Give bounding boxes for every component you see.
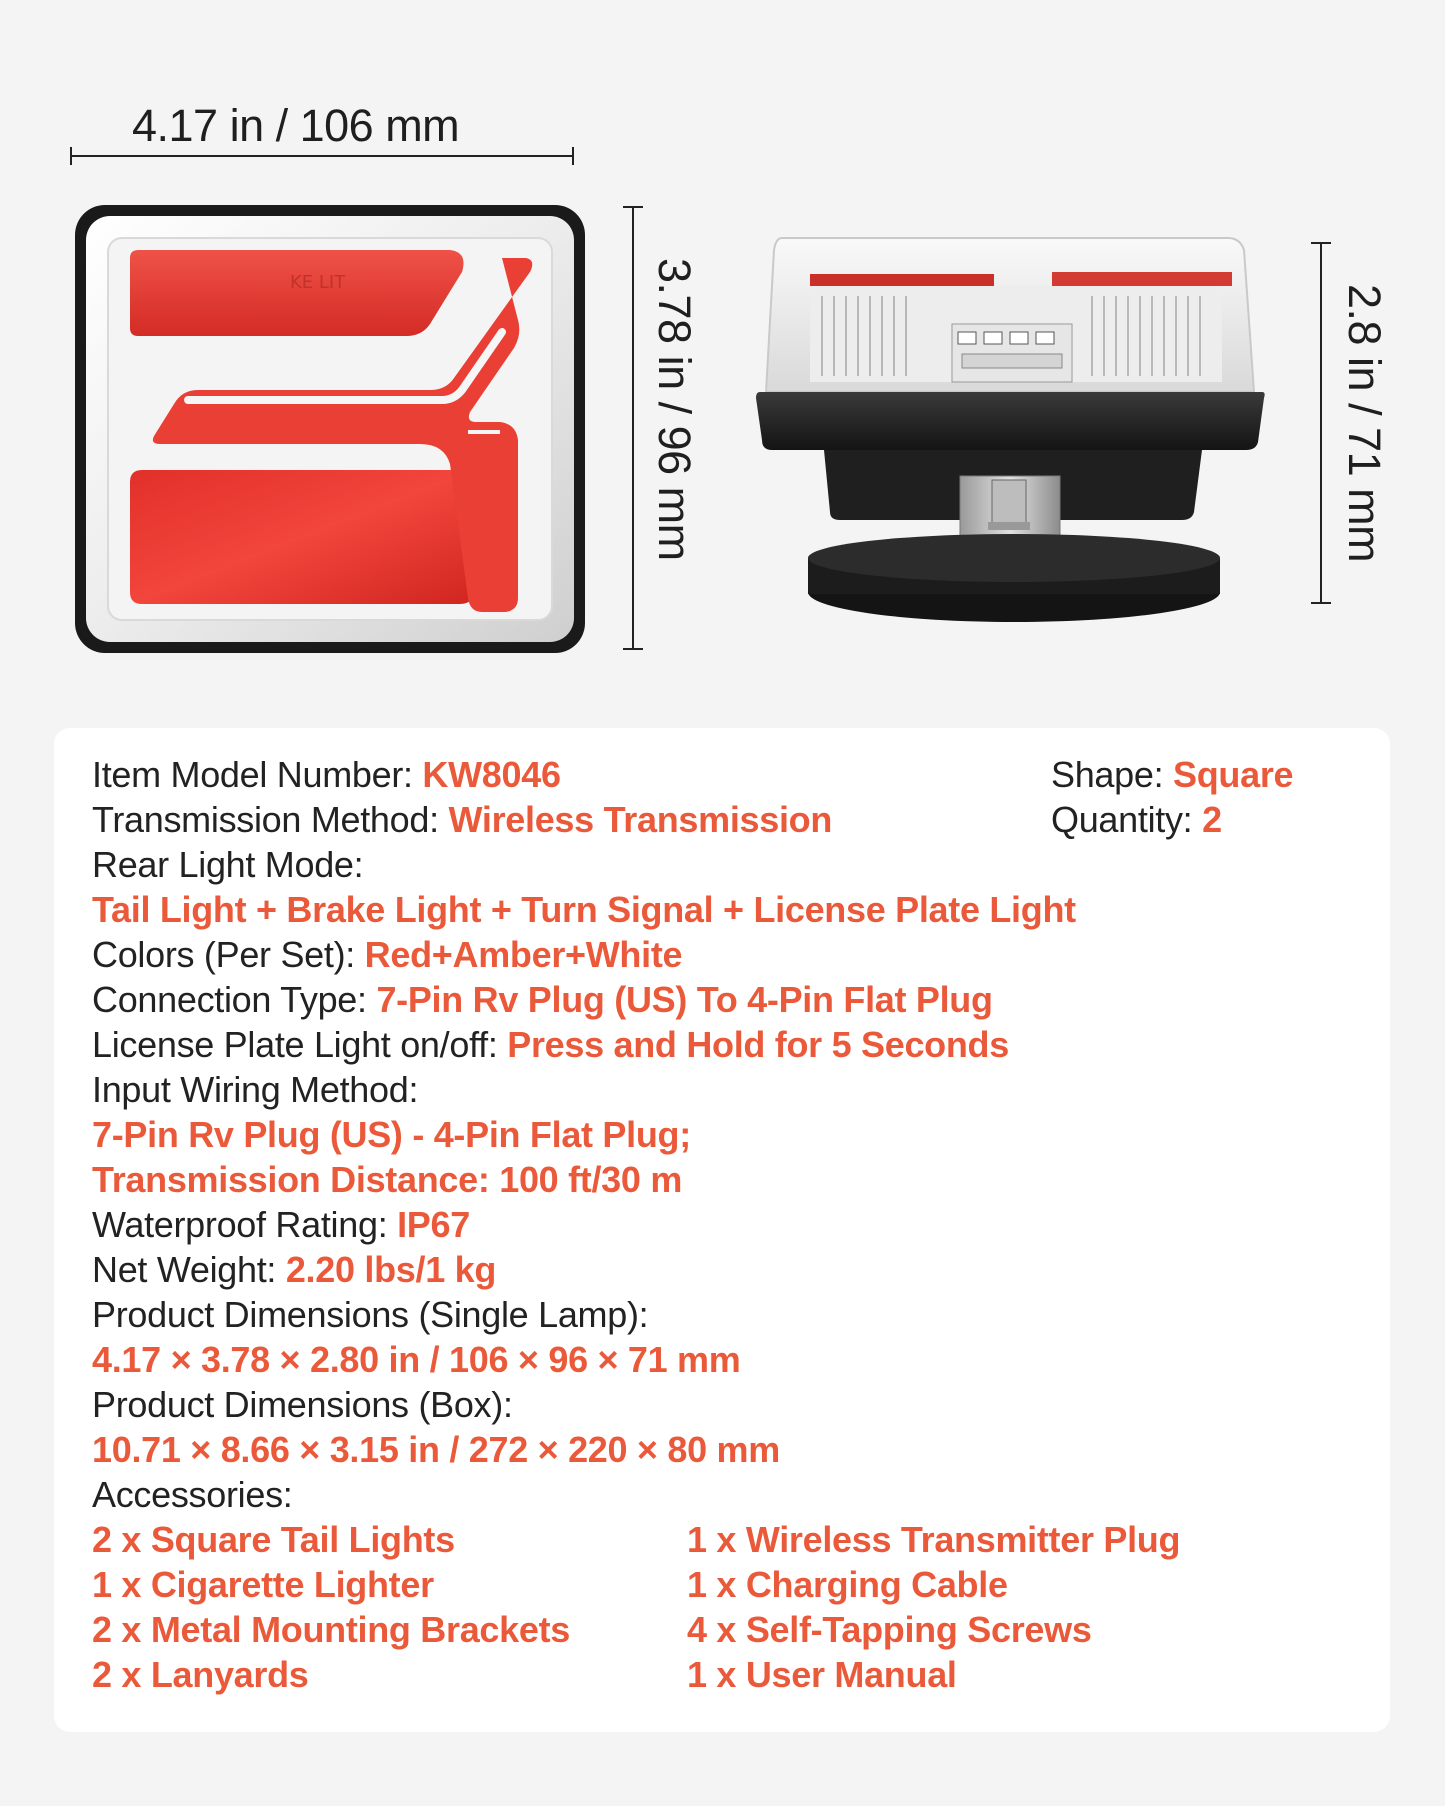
spec-rear-mode-label xyxy=(92,842,363,887)
spec-weight-label: Net Weight: xyxy=(92,1249,277,1290)
width-dimension-label: 4.17 in / 106 mm xyxy=(132,100,460,151)
depth-dimension-tick-bottom xyxy=(1311,602,1331,604)
spec-waterproof-label: Waterproof Rating: xyxy=(92,1204,388,1245)
accessory-item: 1 x User Manual xyxy=(687,1654,957,1695)
spec-quantity-value: 2 xyxy=(1202,799,1222,840)
accessory-item: 1 x Wireless Transmitter Plug xyxy=(687,1519,1181,1560)
spec-shape-value: Square xyxy=(1173,754,1294,795)
spec-input-wiring-label xyxy=(92,1067,418,1112)
spec-accessories-label-text: Accessories: xyxy=(92,1474,293,1515)
width-dimension-tick-left xyxy=(70,147,72,165)
spec-license-plate-value: Press and Hold for 5 Seconds xyxy=(507,1024,1009,1065)
depth-dimension-line xyxy=(1320,242,1322,604)
spec-weight-value: 2.20 lbs/1 kg xyxy=(285,1249,497,1290)
depth-dimension-label: 2.8 in / 71 mm xyxy=(1339,284,1390,563)
spec-dims-box-label-text: Product Dimensions (Box): xyxy=(92,1384,513,1425)
spec-input-wiring-label-text: Input Wiring Method: xyxy=(92,1069,419,1110)
height-dimension-label: 3.78 in / 96 mm xyxy=(649,258,700,561)
spec-transmission xyxy=(92,797,832,842)
side-view-lamp xyxy=(752,236,1272,626)
spec-colors-value: Red+Amber+White xyxy=(364,934,683,975)
lens-brand-text: KE LIT xyxy=(290,272,346,293)
spec-waterproof-value: IP67 xyxy=(397,1204,470,1245)
accessory-item: 1 x Cigarette Lighter xyxy=(92,1564,434,1605)
spec-dims-single-label xyxy=(92,1292,648,1337)
spec-connection-value: 7-Pin Rv Plug (US) To 4-Pin Flat Plug xyxy=(376,979,993,1020)
spec-model-value: KW8046 xyxy=(422,754,561,795)
accessory-item: 2 x Square Tail Lights xyxy=(92,1519,455,1560)
spec-transmission-label: Transmission Method: xyxy=(92,799,439,840)
spec-colors-label: Colors (Per Set): xyxy=(92,934,355,975)
spec-input-wiring-value-1-text: 7-Pin Rv Plug (US) - 4-Pin Flat Plug; xyxy=(92,1114,691,1155)
spec-dims-box-label xyxy=(92,1382,513,1427)
spec-rear-mode-value xyxy=(92,887,1076,932)
spec-dims-box-value xyxy=(92,1427,780,1472)
width-dimension-tick-right xyxy=(572,147,574,165)
spec-input-wiring-value-2-text: Transmission Distance: 100 ft/30 m xyxy=(92,1159,683,1200)
spec-connection-label: Connection Type: xyxy=(92,979,367,1020)
width-dimension-line xyxy=(70,155,574,157)
depth-dimension-tick-top xyxy=(1311,242,1331,244)
height-dimension-line xyxy=(632,206,634,650)
spec-license-plate xyxy=(92,1022,1009,1067)
spec-waterproof xyxy=(92,1202,470,1247)
spec-weight xyxy=(92,1247,496,1292)
spec-dims-single-value xyxy=(92,1337,740,1382)
spec-input-wiring-value-1 xyxy=(92,1112,691,1157)
spec-shape xyxy=(1051,752,1293,797)
spec-connection xyxy=(92,977,993,1022)
spec-quantity xyxy=(1051,797,1222,842)
specifications-card xyxy=(54,728,1390,1732)
spec-shape-label: Shape: xyxy=(1051,754,1164,795)
accessory-item: 2 x Lanyards xyxy=(92,1654,309,1695)
spec-model-label: Item Model Number: xyxy=(92,754,413,795)
spec-rear-mode-label-text: Rear Light Mode: xyxy=(92,844,364,885)
spec-dims-single-label-text: Product Dimensions (Single Lamp): xyxy=(92,1294,649,1335)
height-dimension-tick-bottom xyxy=(623,648,643,650)
spec-quantity-label: Quantity: xyxy=(1051,799,1193,840)
accessory-item: 2 x Metal Mounting Brackets xyxy=(92,1609,571,1650)
front-view-lamp xyxy=(70,200,590,660)
spec-dims-single-value-text: 4.17 × 3.78 × 2.80 in / 106 × 96 × 71 mm xyxy=(92,1339,741,1380)
spec-license-plate-label: License Plate Light on/off: xyxy=(92,1024,498,1065)
accessory-item: 1 x Charging Cable xyxy=(687,1564,1008,1605)
product-figure xyxy=(0,0,1445,700)
spec-rear-mode-value-text: Tail Light + Brake Light + Turn Signal + License Plate Light xyxy=(92,889,1076,930)
spec-dims-box-value-text: 10.71 × 8.66 × 3.15 in / 272 × 220 × 80 mm xyxy=(92,1429,780,1470)
height-dimension-tick-top xyxy=(623,206,643,208)
accessory-item: 4 x Self-Tapping Screws xyxy=(687,1609,1092,1650)
spec-accessories-label xyxy=(92,1472,292,1517)
spec-colors xyxy=(92,932,682,977)
spec-input-wiring-value-2 xyxy=(92,1157,682,1202)
spec-model xyxy=(92,752,561,797)
spec-transmission-value: Wireless Transmission xyxy=(448,799,833,840)
